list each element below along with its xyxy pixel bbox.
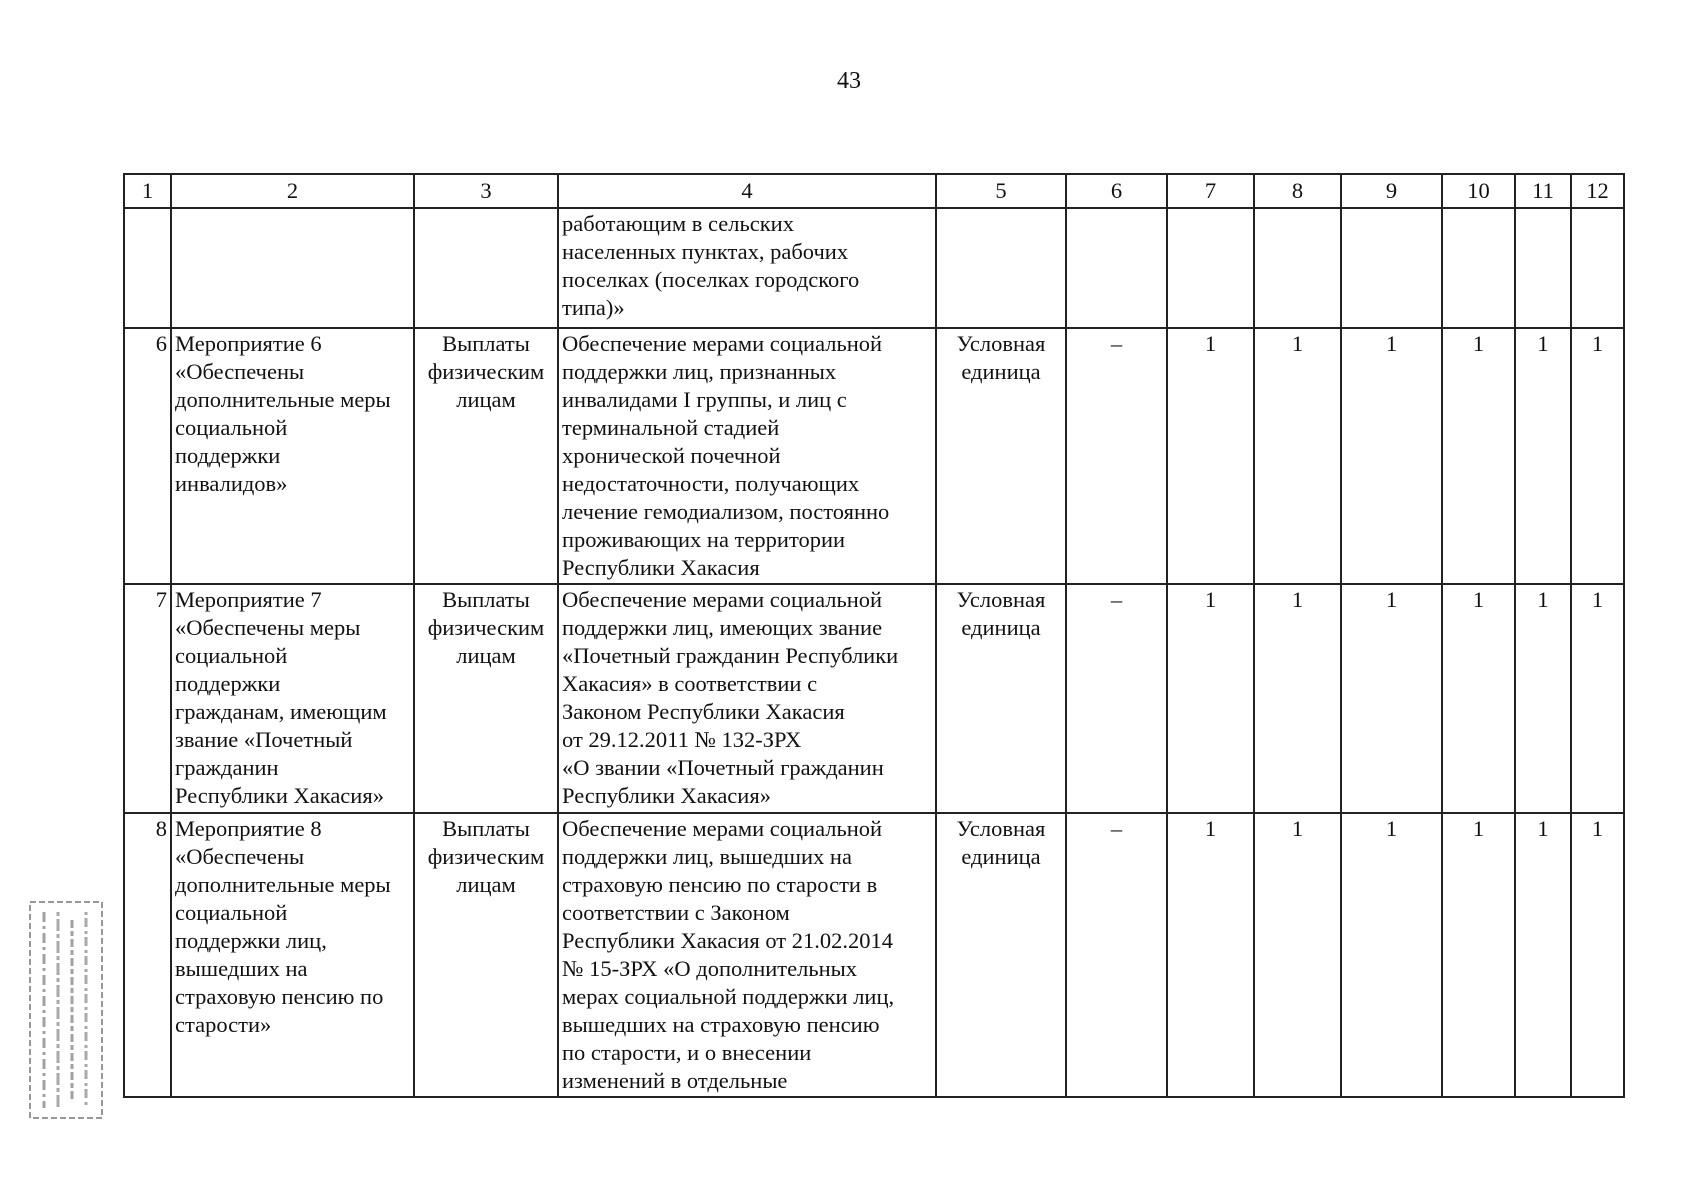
unit-cell: Условная единица	[936, 813, 1066, 1097]
value-cell: 1	[1515, 813, 1571, 1097]
value-cell: 1	[1341, 584, 1442, 813]
value-cell: 1	[1254, 813, 1341, 1097]
page-number: 43	[837, 68, 861, 94]
table-row	[124, 328, 1624, 584]
event-cell: Мероприятие 8 «Обеспечены дополнительные меры социальной поддержки лиц, вышедших на страховую пенсию по старости»	[171, 813, 414, 1097]
column-header: 12	[1571, 174, 1624, 208]
program-table	[123, 173, 1625, 1098]
value-cell: 1	[1254, 328, 1341, 584]
column-header: 4	[558, 174, 936, 208]
header-row	[124, 174, 1624, 208]
value-cell: 1	[1571, 328, 1624, 584]
value-cell: 1	[1515, 328, 1571, 584]
event-cell: Мероприятие 6 «Обеспечены дополнительные меры социальной поддержки инвалидов»	[171, 328, 414, 584]
value-cell: 1	[1254, 584, 1341, 813]
column-header: 1	[124, 174, 171, 208]
registration-stamp	[28, 900, 104, 1120]
value-cell: 1	[1167, 584, 1254, 813]
value-cell: 1	[1167, 328, 1254, 584]
column-header: 6	[1066, 174, 1167, 208]
unit-cell: Условная единица	[936, 328, 1066, 584]
value-cell: 1	[1442, 584, 1515, 813]
row-number: 6	[124, 328, 171, 584]
column-header: 10	[1442, 174, 1515, 208]
value-cell: –	[1066, 328, 1167, 584]
description-cell: работающим в сельских населенных пунктах, рабочих поселках (поселках городского типа)»	[558, 208, 936, 328]
type-cell: Выплаты физическим лицам	[414, 813, 558, 1097]
value-cell: –	[1066, 813, 1167, 1097]
event-cell: Мероприятие 7 «Обеспечены меры социальной поддержки гражданам, имеющим звание «Почетный гражданин Республики Хакасия»	[171, 584, 414, 813]
column-header: 7	[1167, 174, 1254, 208]
value-cell: 1	[1167, 813, 1254, 1097]
description-cell: Обеспечение мерами социальной поддержки лиц, имеющих звание «Почетный гражданин Республики Хакасия» в соответствии с Законом Республики Хакасия от 29.12.2011 № 132-ЗРХ «О звании «Почетный гражданин Республики Хакасия»	[558, 584, 936, 813]
value-cell: 1	[1442, 813, 1515, 1097]
row-number: 8	[124, 813, 171, 1097]
column-header: 2	[171, 174, 414, 208]
description-cell: Обеспечение мерами социальной поддержки лиц, признанных инвалидами I группы, и лиц с терминальной стадией хронической почечной недостаточности, получающих лечение гемодиализом, постоянно проживающих на территории Республики Хакасия	[558, 328, 936, 584]
type-cell: Выплаты физическим лицам	[414, 584, 558, 813]
unit-cell: Условная единица	[936, 584, 1066, 813]
value-cell: 1	[1571, 584, 1624, 813]
row-number: 7	[124, 584, 171, 813]
table-row	[124, 584, 1624, 813]
description-cell: Обеспечение мерами социальной поддержки лиц, вышедших на страховую пенсию по старости в соответствии с Законом Республики Хакасия от 21.02.2014 № 15-ЗРХ «О дополнительных мерах социальной поддержки лиц, вышедших на страховую пенсию по старости, и о внесении изменений в отдельные	[558, 813, 936, 1097]
value-cell: –	[1066, 584, 1167, 813]
table-row	[124, 813, 1624, 1097]
column-header: 11	[1515, 174, 1571, 208]
column-header: 5	[936, 174, 1066, 208]
value-cell: 1	[1442, 328, 1515, 584]
value-cell: 1	[1341, 813, 1442, 1097]
value-cell: 1	[1341, 328, 1442, 584]
column-header: 3	[414, 174, 558, 208]
column-header: 9	[1341, 174, 1442, 208]
table-row-continuation	[124, 208, 1624, 328]
column-header: 8	[1254, 174, 1341, 208]
value-cell: 1	[1515, 584, 1571, 813]
type-cell: Выплаты физическим лицам	[414, 328, 558, 584]
value-cell: 1	[1571, 813, 1624, 1097]
